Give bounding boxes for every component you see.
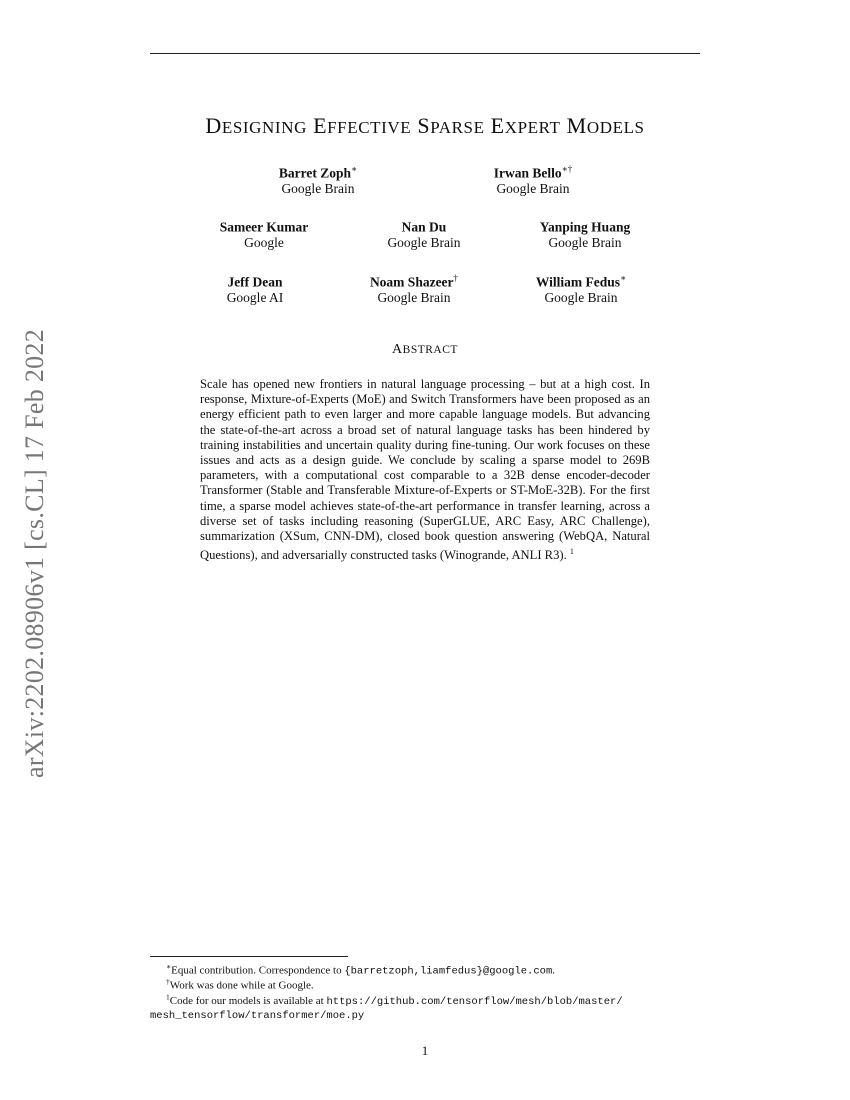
author-nan-du: Nan Du Google Brain (387, 219, 461, 250)
code-url-link[interactable]: https://github.com/tensorflow/mesh/blob/master/ (326, 995, 623, 1008)
abstract-footnote-mark: 1 (569, 547, 574, 557)
author-yanping-huang: Yanping Huang Google Brain (539, 219, 631, 250)
arxiv-identifier: arXiv:2202.08906v1 [cs.CL] 17 Feb 2022 (20, 328, 49, 778)
author-sameer-kumar: Sameer Kumar Google (219, 219, 309, 250)
author-noam-shazeer: Noam Shazeer† Google Brain (369, 273, 459, 305)
author-jeff-dean: Jeff Dean Google AI (226, 274, 284, 305)
author-irwan-bello: Irwan Bello∗† Google Brain (493, 164, 573, 196)
abstract-heading: ABSTRACT (392, 342, 458, 357)
paper-title: DESIGNING EFFECTIVE SPARSE EXPERT MODELS (205, 113, 645, 138)
footnote-code: $^1$Code for our models is available at https://github.com/tensorflow/mesh/blob/master/ mesh_tensorflow/transformer/moe.py (150, 992, 623, 1022)
correspondence-emails: {barretzoph,liamfedus}@google.com (344, 965, 553, 978)
abstract-body: Scale has opened new frontiers in natural language processing – but at a high cost. In response, Mixture-of-Experts (MoE) and Switch Transformers have been proposed as an energy efficient path to even larger and more capable language models. But advancing the state-of-the-art across a broad set of natural language tasks has been hindered by training instabilities and uncertain quality during fine-tuning. Our work focuses on these issues and acts as a design guide. We conclude by scaling a sparse model to 269B parameters, with a computational cost comparable to a 32B dense encoder-decoder Transformer (Stable and Transferable Mixture-of-Experts or ST-MoE-32B). For the first time, a sparse model achieves state-of-the-art performance in transfer learning, across a diverse set of tasks including reasoning (SuperGLUE, ARC Easy, ARC Challenge), summarization (XSum, CNN-DM), closed book question answering (WebQA, Natural Questions), and adversarially constructed tasks (Winogrande, ANLI R3). $^1$ (200, 377, 650, 563)
author-barret-zoph: Barret Zoph∗ Google Brain (278, 164, 358, 196)
footnote-equal-contribution: ∗Equal contribution. Correspondence to {barretzoph,liamfedus}@google.com. (166, 962, 556, 978)
page-number: 1 (421, 1043, 429, 1058)
top-rule (150, 53, 700, 54)
code-url-link-continued[interactable]: mesh_tensorflow/transformer/moe.py (150, 1009, 365, 1022)
footnote-rule (150, 956, 348, 957)
author-william-fedus: William Fedus∗ Google Brain (535, 273, 627, 305)
footnote-work-done: †Work was done while at Google. (166, 977, 314, 992)
